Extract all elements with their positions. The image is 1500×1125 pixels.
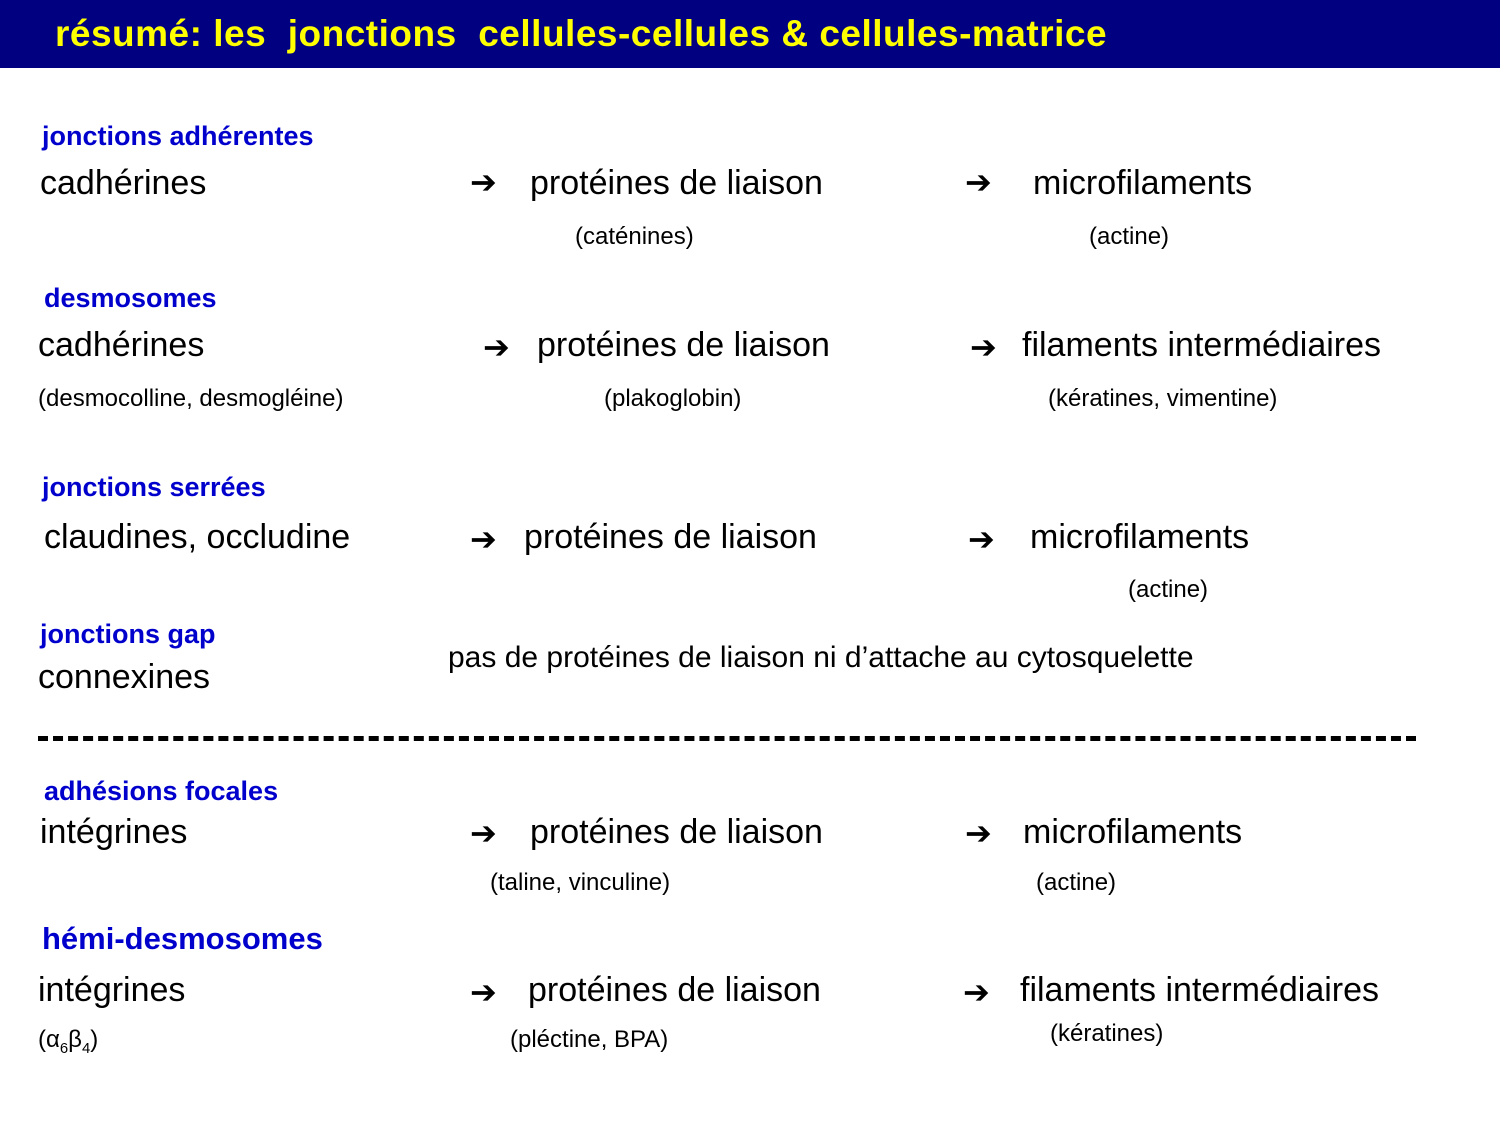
section-3-col1: connexines (38, 658, 211, 696)
section-5-col3: filaments intermédiaires (1020, 971, 1380, 1009)
section-4-col1: intégrines (40, 813, 188, 851)
section-heading-jonctions-adherentes: jonctions adhérentes (42, 121, 314, 151)
section-0-col1: cadhérines (40, 164, 207, 202)
section-divider (38, 736, 1416, 741)
section-heading-jonctions-gap: jonctions gap (40, 619, 216, 649)
section-4-col3-sub: (actine) (1036, 869, 1117, 896)
section-1-col2: protéines de liaison (537, 326, 830, 364)
section-5-col3-sub: (kératines) (1050, 1020, 1164, 1047)
section-0-col3: microfilaments (1033, 164, 1253, 202)
arrow-icon: ➔ (970, 329, 997, 365)
section-5-col1-sub: $(\alpha_6\beta_4)$ (38, 1026, 99, 1057)
section-4-col3: microfilaments (1023, 813, 1243, 851)
section-heading-desmosomes: desmosomes (44, 283, 217, 313)
arrow-icon: ➔ (470, 815, 497, 851)
arrow-icon: ➔ (968, 521, 995, 557)
arrow-icon: ➔ (483, 329, 510, 365)
arrow-icon: ➔ (965, 164, 992, 200)
section-0-col2-sub: (caténines) (575, 223, 694, 250)
section-4-col2-sub: (taline, vinculine) (490, 869, 671, 896)
arrow-icon: ➔ (965, 815, 992, 851)
section-1-col1-sub: (desmocolline, desmogléine) (38, 385, 344, 412)
section-5-col1: intégrines (38, 971, 186, 1009)
slide-title-bar (0, 0, 1500, 68)
section-heading-jonctions-serrees: jonctions serrées (42, 472, 266, 502)
arrow-icon: ➔ (963, 974, 990, 1010)
section-1-col2-sub: (plakoglobin) (604, 385, 742, 412)
section-5-col2: protéines de liaison (528, 971, 821, 1009)
section-5-col2-sub: (pléctine, BPA) (510, 1026, 669, 1053)
slide-body (0, 68, 1500, 1125)
section-1-col3: filaments intermédiaires (1022, 326, 1382, 364)
section-1-col1: cadhérines (38, 326, 205, 364)
section-0-col2: protéines de liaison (530, 164, 823, 202)
section-heading-adhesions-focales: adhésions focales (44, 776, 279, 806)
section-2-col1: claudines, occludine (44, 518, 351, 556)
section-heading-hemi-desmosomes: hémi-desmosomes (42, 921, 323, 956)
section-2-col3: microfilaments (1030, 518, 1250, 556)
page-title: résumé: les jonctions cellules-cellules & cellules-matrice (55, 13, 1108, 54)
arrow-icon: ➔ (470, 164, 497, 200)
section-3-note: pas de protéines de liaison ni d’attache au cytosquelette (448, 641, 1194, 674)
section-1-col3-sub: (kératines, vimentine) (1048, 385, 1278, 412)
section-2-col2: protéines de liaison (524, 518, 817, 556)
section-0-col3-sub: (actine) (1089, 223, 1170, 250)
arrow-icon: ➔ (470, 521, 497, 557)
section-4-col2: protéines de liaison (530, 813, 823, 851)
section-2-col3-sub: (actine) (1128, 576, 1209, 603)
arrow-icon: ➔ (470, 974, 497, 1010)
